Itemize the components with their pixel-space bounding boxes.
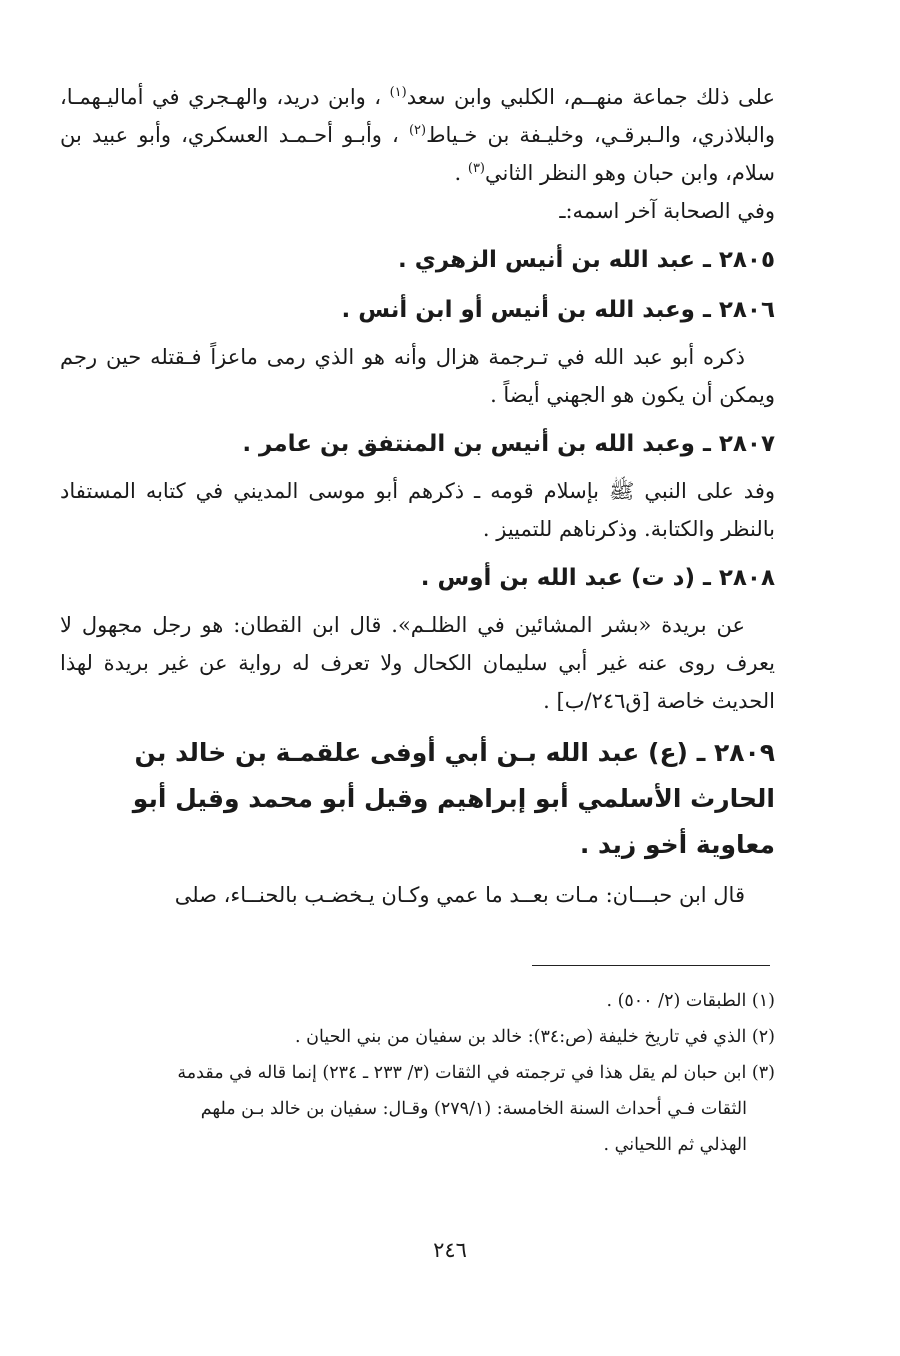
footnote-ref-3[interactable]: (٣): [467, 161, 485, 176]
entry-heading-2805: ٢٨٠٥ ـ عبد الله بن أنيس الزهري .: [398, 247, 775, 273]
paragraph-intro: [60, 78, 775, 192]
footnote-ref-2[interactable]: (٢): [408, 123, 427, 138]
page-number: ٢٤٦: [433, 1238, 467, 1262]
footnote-3: (٣) ابن حبان لم يقل هذا في ترجمته في الثقات (٣/ ٢٣٣ ـ ٢٣٤) إنما قاله في مقدمة: [177, 1063, 775, 1083]
entry-heading-2809: ٢٨٠٩ ـ (ع) عبد الله بـن أبي أوفى علقمـة بن خالد بن الحارث الأسلمي أبو إبراهيم وقيل أبو محمد وقيل أبو معاوية أخو زيد .: [132, 738, 775, 859]
entry-heading-2808: ٢٨٠٨ ـ (د ت) عبد الله بن أوس .: [420, 565, 775, 591]
footnote-3-continued: الثقات فـي أحداث السنة الخامسة: (٢٧٩/١) وقـال: سفيان بن خالد بـن ملهم: [200, 1099, 747, 1119]
text-run: ، وابن دريد، والهـجري في أماليـهمـا، والبلاذري، والـبرقـي، وخليـفة بن خـياط: [60, 85, 775, 147]
footnote-ref-1[interactable]: (١): [389, 85, 407, 100]
footnote-divider: [532, 965, 770, 966]
entry-heading-2807: ٢٨٠٧ ـ وعبد الله بن أنيس بن المنتفق بن عامر .: [242, 431, 775, 457]
paragraph-sahaba: وفي الصحابة آخر اسمه:ـ: [559, 199, 775, 223]
paragraph-2808: عن بريدة «بشر المشائين في الظلـم». قال ابن القطان: هو رجل مجهول لا يعرف روى عنه غير أبي سليمان الكحال ولا تعرف له رواية عن غير بريدة لهذا الحديث خاصة [ق٢٤٦/ب] .: [60, 613, 775, 713]
text-run: .: [454, 161, 468, 185]
footnote-3-end: الهذلي ثم اللحياني .: [603, 1135, 747, 1155]
paragraph-2806: ذكره أبو عبد الله في تـرجمة هزال وأنه هو الذي رمى ماعزاً فـقتله حين رجم ويمكن أن يكون هو الجهني أيضاً .: [60, 345, 775, 407]
entry-heading-2806: ٢٨٠٦ ـ وعبد الله بن أنيس أو ابن أنس .: [341, 297, 775, 323]
footnotes: [60, 982, 775, 1164]
paragraph-2807: وفد على النبي ﷺ بإسلام قومه ـ ذكرهم أبو موسى المديني في كتابه المستفاد بالنظر والكتابة. وذكرناهم للتمييز .: [60, 479, 775, 541]
text-run: على ذلك جماعة منهــم، الكلبي وابن سعد: [406, 85, 775, 109]
footnote-2: (٢) الذي في تاريخ خليفة (ص:٣٤): خالد بن سفيان من بني الحيان .: [295, 1027, 775, 1047]
footnote-1: (١) الطبقات (٢/ ٥٠٠) .: [606, 991, 775, 1011]
paragraph-2809: قال ابن حبـــان: مـات بعــد ما عمي وكـان يـخضـب بالحنــاء، صلى: [174, 883, 745, 907]
text-run: ، وأبـو أحـمـد العسكري، وأبو عبيد بن سلام، وابن حبان وهو النظر الثاني: [60, 123, 775, 185]
main-text: [60, 78, 775, 914]
